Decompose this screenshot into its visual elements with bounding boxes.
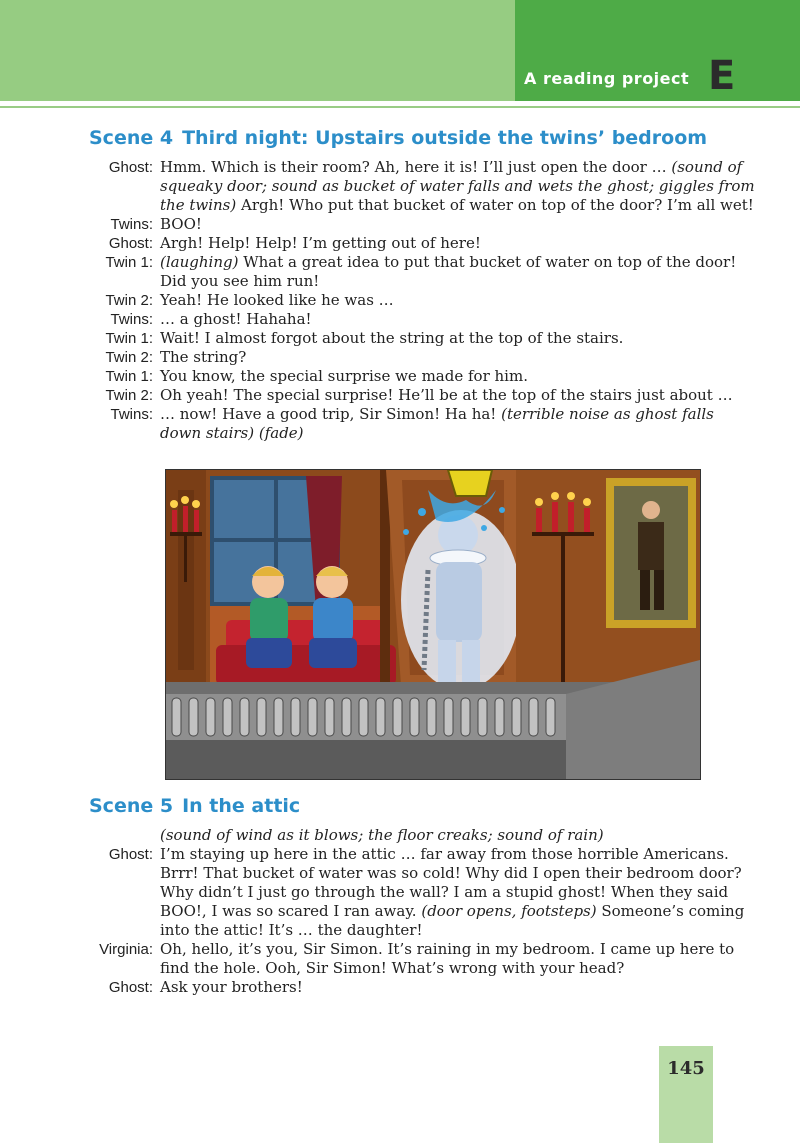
dialogue-text: Did you see him run! xyxy=(160,272,320,290)
scene-4-title: Third night: Upstairs outside the twins’ bedroom xyxy=(182,127,708,149)
baluster xyxy=(291,698,300,736)
baluster xyxy=(461,698,470,736)
dialogue-text: Brrr! That bucket of water was so cold! Why did I open their bedroom door? xyxy=(160,864,742,882)
bucket-icon xyxy=(448,470,492,496)
dialogue-text: You know, the special surprise we made for him. xyxy=(160,367,528,385)
stage-direction: (laughing) xyxy=(160,253,239,271)
section-letter: E xyxy=(708,53,736,99)
stage-direction: (terrible noise as ghost falls xyxy=(501,405,714,423)
script-line xyxy=(0,424,800,443)
dialogue-text: I’m staying up here in the attic … far away from those horrible Americans. xyxy=(160,845,729,863)
baluster xyxy=(427,698,436,736)
dialogue-text xyxy=(160,424,304,443)
baluster xyxy=(546,698,555,736)
speaker-label: Virginia: xyxy=(99,941,153,958)
baluster xyxy=(495,698,504,736)
script-line xyxy=(0,921,800,940)
scene-5-heading xyxy=(89,795,300,817)
speaker-label: Ghost: xyxy=(108,979,153,996)
script-line xyxy=(0,253,800,272)
scene-5-script xyxy=(0,826,800,997)
baluster xyxy=(359,698,368,736)
script-line xyxy=(0,215,800,234)
dialogue-text: Oh, hello, it’s you, Sir Simon. It’s raining in my bedroom. I came up here to xyxy=(160,940,735,958)
script-line xyxy=(0,158,800,177)
scene-illustration xyxy=(165,469,701,780)
baluster xyxy=(444,698,453,736)
dialogue-text: BOO! xyxy=(160,215,202,233)
script-line xyxy=(0,291,800,310)
script-line xyxy=(0,883,800,902)
script-line xyxy=(0,826,800,845)
dialogue-text xyxy=(160,826,604,845)
baluster xyxy=(325,698,334,736)
scene-5-title: In the attic xyxy=(182,795,301,817)
baluster xyxy=(257,698,266,736)
ghost-bucket-illustration xyxy=(166,470,700,779)
speaker-label: Ghost: xyxy=(108,846,153,863)
baluster xyxy=(393,698,402,736)
script-line xyxy=(0,234,800,253)
script-line xyxy=(0,272,800,291)
dialogue-text xyxy=(160,177,755,196)
baluster xyxy=(410,698,419,736)
stage-direction: (sound of wind as it blows; the floor creaks; sound of rain) xyxy=(160,826,604,844)
header-rule xyxy=(0,106,800,108)
baluster xyxy=(342,698,351,736)
speaker-label: Ghost: xyxy=(108,159,153,176)
baluster xyxy=(223,698,232,736)
baluster xyxy=(376,698,385,736)
script-line xyxy=(0,386,800,405)
portrait-painting-icon xyxy=(606,478,696,628)
dialogue-text: Why didn’t I just go through the wall? I am a stupid ghost! When they said xyxy=(160,883,729,901)
speaker-label: Twin 1: xyxy=(105,330,153,347)
speaker-label: Twin 2: xyxy=(105,349,153,366)
speaker-label: Twin 1: xyxy=(105,368,153,385)
speaker-label: Twins: xyxy=(110,216,153,233)
dialogue-text: BOO!, I was so scared I ran away. (door opens, footsteps) Someone’s coming xyxy=(160,902,745,920)
scene-4-number: Scene 4 xyxy=(89,127,174,149)
script-line xyxy=(0,959,800,978)
dialogue-text: the twins) Argh! Who put that bucket of water on top of the door? I’m all wet! xyxy=(160,196,754,214)
dialogue-text: Oh yeah! The special surprise! He’ll be at the top of the stairs just about … xyxy=(160,386,733,404)
page-number: 145 xyxy=(667,1058,705,1079)
baluster xyxy=(240,698,249,736)
script-line xyxy=(0,329,800,348)
stage-direction: (door opens, footsteps) xyxy=(421,902,597,920)
stage-direction: (sound of xyxy=(671,158,743,176)
script-line xyxy=(0,405,800,424)
dialogue-text: Argh! Help! Help! I’m getting out of here! xyxy=(160,234,481,252)
script-line xyxy=(0,367,800,386)
script-line xyxy=(0,348,800,367)
scene-4-heading xyxy=(89,127,707,149)
scene-4-script xyxy=(0,158,800,443)
dialogue-text: Yeah! He looked like he was … xyxy=(160,291,394,309)
dialogue-text: Hmm. Which is their room? Ah, here it is! I’ll just open the door … (sound of xyxy=(160,158,743,176)
speaker-label: Ghost: xyxy=(108,235,153,252)
scene-5-number: Scene 5 xyxy=(89,795,174,817)
script-line xyxy=(0,310,800,329)
dialogue-text: find the hole. Ooh, Sir Simon! What’s wrong with your head? xyxy=(160,959,625,977)
dialogue-text: (laughing) What a great idea to put that bucket of water on top of the door! xyxy=(160,253,737,271)
speaker-label: Twin 2: xyxy=(105,292,153,309)
script-line xyxy=(0,845,800,864)
dialogue-text: Wait! I almost forgot about the string at the top of the stairs. xyxy=(160,329,624,347)
script-line xyxy=(0,177,800,196)
script-line xyxy=(0,196,800,215)
speaker-label: Twin 2: xyxy=(105,387,153,404)
stage-direction: down stairs) (fade) xyxy=(160,424,304,442)
script-line xyxy=(0,978,800,997)
baluster xyxy=(529,698,538,736)
script-line xyxy=(0,940,800,959)
project-title: A reading project xyxy=(524,69,690,88)
speaker-label: Twins: xyxy=(110,311,153,328)
baluster xyxy=(512,698,521,736)
speaker-label: Twins: xyxy=(110,406,153,423)
dialogue-text: … now! Have a good trip, Sir Simon! Ha ha! (terrible noise as ghost falls xyxy=(160,405,714,423)
baluster xyxy=(308,698,317,736)
stage-direction: the twins) xyxy=(160,196,237,214)
stage-direction: squeaky door; sound as bucket of water falls and wets the ghost; giggles from xyxy=(160,177,755,195)
dialogue-text: into the attic! It’s … the daughter! xyxy=(160,921,423,939)
dialogue-text: Ask your brothers! xyxy=(160,978,303,996)
baluster xyxy=(206,698,215,736)
speaker-label: Twin 1: xyxy=(105,254,153,271)
baluster xyxy=(274,698,283,736)
script-line xyxy=(0,864,800,883)
script-line xyxy=(0,902,800,921)
baluster xyxy=(478,698,487,736)
dialogue-text: … a ghost! Hahaha! xyxy=(160,310,312,328)
baluster xyxy=(189,698,198,736)
baluster xyxy=(172,698,181,736)
dialogue-text: The string? xyxy=(160,348,247,366)
